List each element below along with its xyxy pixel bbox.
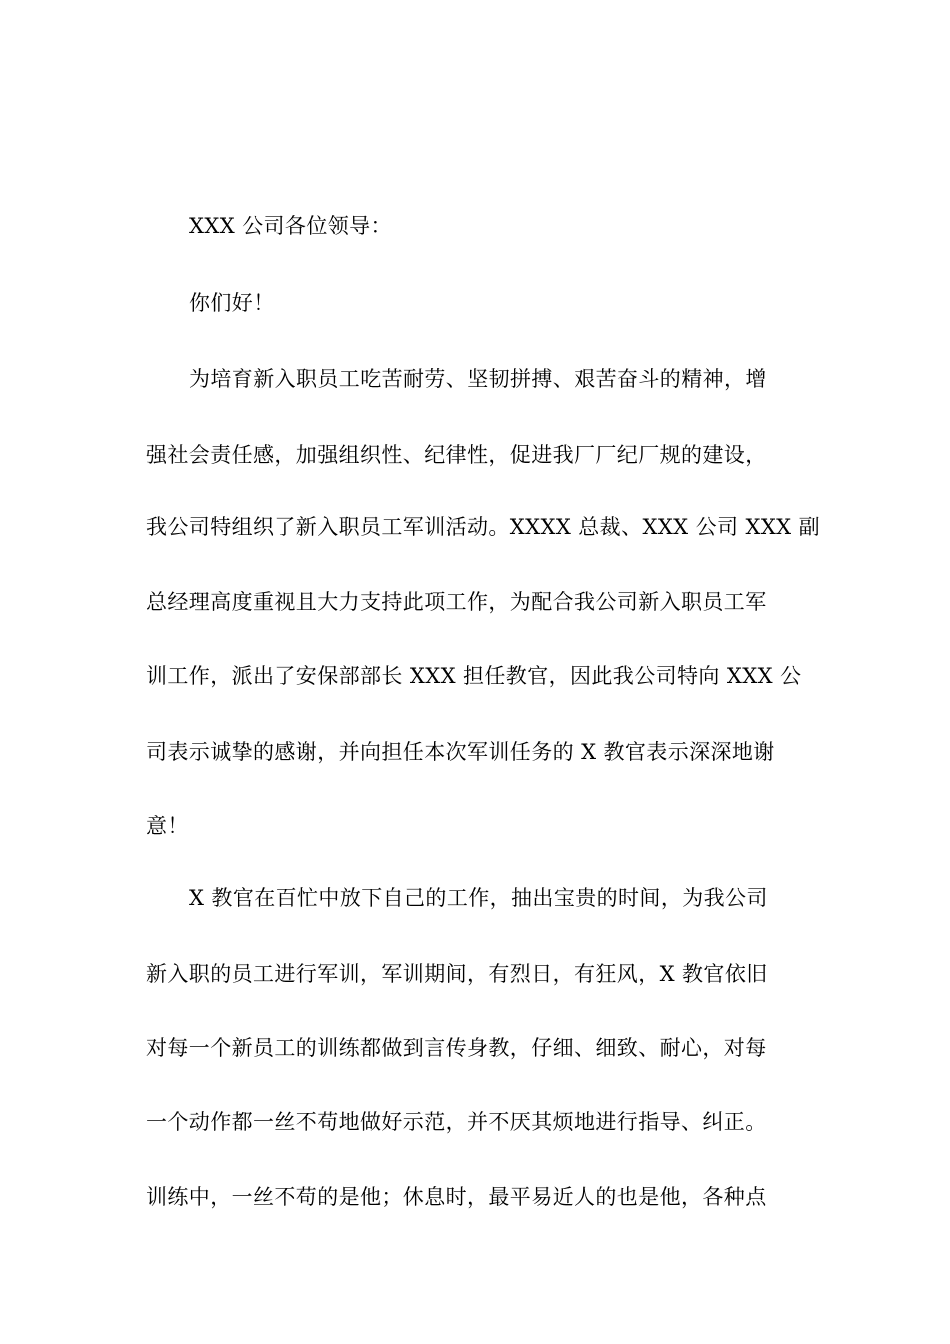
paragraph1-line: 司表示诚挚的感谢，并向担任本次军训任务的 X 教官表示深深地谢 xyxy=(146,740,775,764)
greeting: 你们好！ xyxy=(189,291,275,315)
paragraph1-line: 强社会责任感，加强组织性、纪律性，促进我厂厂纪厂规的建设， xyxy=(146,443,767,467)
paragraph1-line: 训工作，派出了安保部部长 XXX 担任教官，因此我公司特向 XXX 公 xyxy=(146,664,802,688)
paragraph1-line: 意！ xyxy=(146,814,189,838)
paragraph1-line: 我公司特组织了新入职员工军训活动。XXXX 总裁、XXX 公司 XXX 副 xyxy=(146,515,821,539)
paragraph2-line: 对每一个新员工的训练都做到言传身教，仔细、细致、耐心，对每 xyxy=(146,1036,767,1060)
paragraph2-line: 训练中，一丝不苟的是他；休息时，最平易近人的也是他，各种点 xyxy=(146,1185,767,1209)
paragraph2-line: 新入职的员工进行军训，军训期间，有烈日，有狂风，X 教官依旧 xyxy=(146,962,768,986)
paragraph2-line: X 教官在百忙中放下自己的工作，抽出宝贵的时间，为我公司 xyxy=(189,886,768,910)
paragraph1-line: 为培育新入职员工吃苦耐劳、坚韧拼搏、艰苦奋斗的精神，增 xyxy=(189,367,767,391)
paragraph1-line: 总经理高度重视且大力支持此项工作，为配合我公司新入职员工军 xyxy=(146,590,767,614)
salutation: XXX 公司各位领导： xyxy=(189,214,392,238)
paragraph2-line: 一个动作都一丝不苟地做好示范，并不厌其烦地进行指导、纠正。 xyxy=(146,1110,767,1134)
